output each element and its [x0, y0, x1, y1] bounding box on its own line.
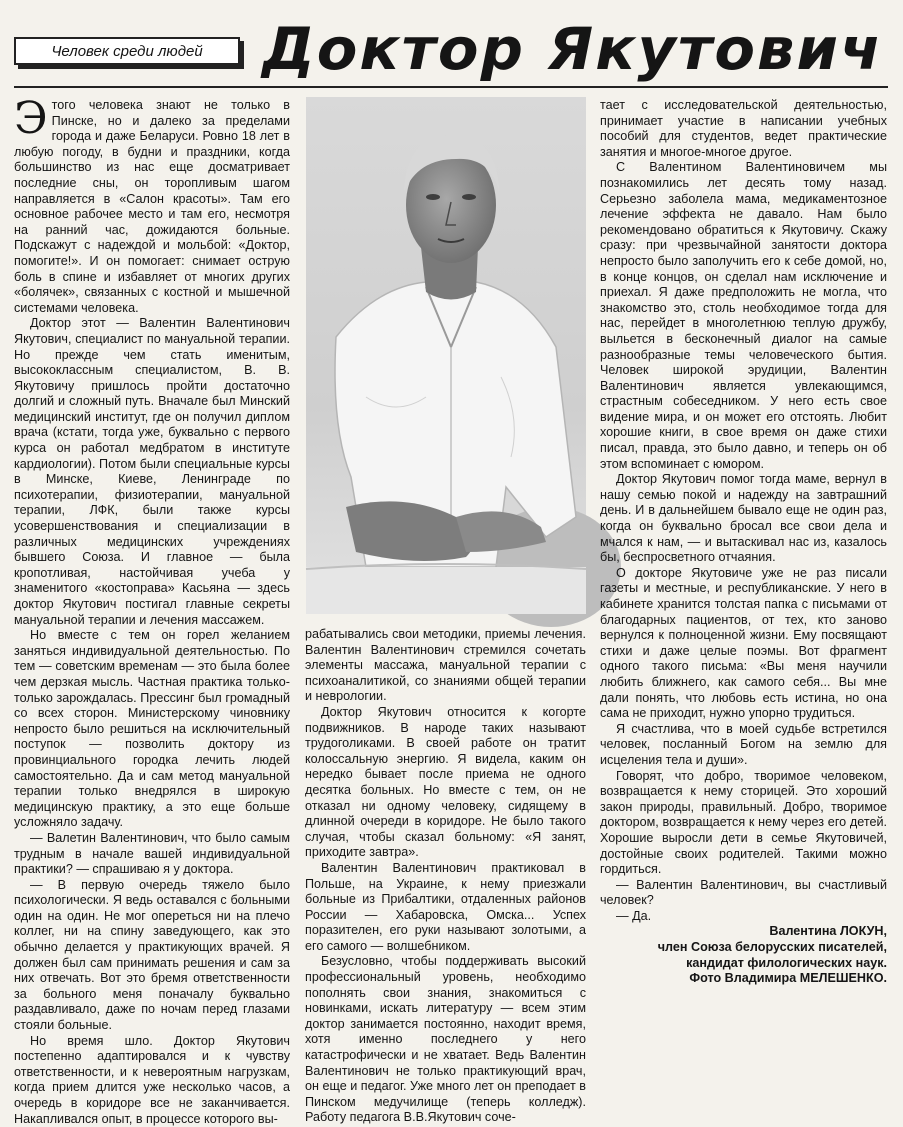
paragraph: тает с исследовательской деятельностью, принимает участие в написании учебных пособий для студентов, ведет практические занятия и многое-многое другое. — [600, 98, 887, 159]
article-headline: Доктор Якутович — [262, 15, 883, 83]
author-role: член Союза белорусских писателей, — [657, 940, 887, 955]
article-column-3 — [600, 98, 887, 1092]
paragraph: Доктор Якутович относится к когорте подвижников. В народе таких называют трудоголиками. В своей работе он тратит колоссальную энергию. Я видела, каким он нередко бывает после приема не одного десятка больных. Но вместе с тем, он не отказал ни одному человеку, сидящему в длинной очереди в коридоре. Не было такого случая, чтобы сказал больному: «Я занят, приходите завтра». — [305, 704, 586, 860]
author-degree: кандидат филологических наук. — [686, 955, 887, 970]
paragraph: рабатывались свои методики, приемы лечения. Валентин Валентинович стремился сочетать элементы массажа, мануальной терапии с психоаналитикой, со знаниями общей терапии и неврологии. — [305, 627, 586, 704]
drop-cap: Э — [14, 93, 48, 144]
doctor-portrait-photo — [306, 97, 586, 614]
paragraph: Безусловно, чтобы поддерживать высокий профессиональный уровень, необходимо пополнять свои знания, знакомиться с новинками, искать литературу — всем этим доктор занимается постоянно, находит время, хотя именно последнего у него катастрофически и не хватает. Ведь Валентин Валентинович не только практикующий врач, он еще и педагог. Уже много лет он преподает в Пинском медучилище (теперь колледж). Работу педагога В.В.Якутович соче- — [305, 954, 586, 1125]
paragraph: С Валентином Валентиновичем мы познакомились лет десять тому назад. Серьезно заболела мама, медикаментозное лечение эффекта не давало. Нам было рекомендовано обратиться к Якутовичу. Скажу сразу: при чрезвычайной занятости доктора непросто было заполучить его к себе домой, но, в конце концов, он сделал нам исключение и приехал. Я даже предположить не могла, что знакомство это, столь необходимое тогда для нас, перейдет в многолетнюю теплую дружбу, выльется в бесконечный диалог на самые разнообразные темы человеческого бытия. Человек широкой эрудиции, Валентин Валентинович является увлекающимся, страстным собеседником. У него есть свое видение мира, и он может его отстоять. Любит хорошие книги, в свое время он даже стихи писал, правда, это было давно, и теперь он об этом вспоминает с юмором. — [600, 160, 887, 471]
portrait-illustration — [306, 97, 586, 614]
paragraph: Я счастлива, что в моей судьбе встретился человек, посланный Богом на землю для исцеления тела и души». — [600, 721, 887, 767]
paragraph: Но вместе с тем он горел желанием заняться индивидуальной деятельностью. По тем — советским временам — это была более чем дерзкая мысль. Частная практика только-только зарождалась. Прессинг был громадный со всех сторон. Министерскому чиновнику непросто было решиться на исключительный поступок — позволить доктору из провинциального городка лечить людей самостоятельно. Да и сам метод мануальной терапии только внедрялся в широкую медицинскую практику, а это еще больше усложняло задачу. — [14, 628, 290, 830]
paragraph: — Валетин Валентинович, что было самым трудным в начале вашей индивидуальной практики? — спрашиваю я у доктора. — [14, 830, 290, 877]
rubric-label: Человек среди людей — [14, 37, 240, 65]
article-column-2 — [305, 627, 586, 1125]
paragraph: Говорят, что добро, творимое человеком, возвращается к нему сторицей. Это хороший закон природы, правильный. Добро, творимое доктором, возвращается к нему через его детей. Хорошие выросли дети в семье Якутовичей, достойные своих родителей. Такими можно гордиться. — [600, 768, 887, 877]
paragraph-intro: Этого человека знают не только в Пинске, но и далеко за пределами города и даже Беларуси. Ровно 18 лет в любую погоду, в будни и праздники, когда большинство из нас еще досматривает последние сны, он торопливым шагом направляется в «Салон красоты». Там его основное рабочее место и там его, несмотря на ранний час, дожидаются больные. Подскажут с надеждой и мольбой: «Доктор, помогите!». И он помогает: снимает острую боль в спине и избавляет от многих других «болячек», связанных с костной и мышечной системами человека. — [14, 93, 290, 315]
paragraph: — Да. — [616, 908, 652, 923]
header-divider — [14, 86, 888, 88]
article-column-1 — [14, 93, 290, 1126]
paragraph: Доктор Якутович помог тогда маме, вернул в нашу семью покой и надежду на завтрашний день. И в дальнейшем бывало еще не один раз, когда он буквально бросал все свои дела и мчался к нам, — и вытаскивал нас из, казалось бы, беспросветного отчаяния. — [600, 472, 887, 565]
author-name: Валентина ЛОКУН, — [769, 924, 887, 939]
paragraph: — В первую очередь тяжело было психологически. Я ведь оставался с больными один на один. Не мог опереться ни на плечо коллег, ни на спину заведующего, как это обычно делается у практикующих врачей. Я должен был сам принимать решения и сам за них отвечать. Вот это бремя ответственности за больного меня поначалу буквально раздавливало, даже по ночам перед глазами стояли больные. — [14, 877, 290, 1033]
photo-credit: Фото Владимира МЕЛЕШЕНКО. — [689, 971, 887, 986]
paragraph: О докторе Якутовиче уже не раз писали газеты и местные, и республиканские. У него в кабинете хранится толстая папка с письмами от благодарных пациентов, от тех, кто заново вернулся к полноценной жизни. Ему посвящают стихи и даже целые поэмы. Вот фрагмент одного такого письма: «Вы меня научили любить ближнего, как самого себя... Вы мне дали понять, что любовь есть истина, но она сама не приходит, нужно упорно трудиться. — [600, 565, 887, 721]
paragraph: Но время шло. Доктор Якутович постепенно адаптировался и к чувству ответственности, и к невероятным нагрузкам, когда прием длится уже несколько часов, а очередь в коридоре все не заканчивается. Накапливался опыт, в процессе которого вы- — [14, 1033, 290, 1126]
paragraph: Валентин Валентинович практиковал в Польше, на Украине, к нему приезжали больные из Прибалтики, отдаленных районов России — Хабаровска, Омска... Успех поразителен, его руки называют золотыми, а его самого — волшебником. — [305, 860, 586, 953]
paragraph: Доктор этот — Валентин Валентинович Якутович, специалист по мануальной терапии. Но прежде чем стать именитым, высококлассным специалистом, В. В. Якутовичу пришлось пройти достаточно долгий и сложный путь. Вначале был Минский медицинский институт, где он получил диплом врача (кстати, тогда уже, буквально с первого курса он работал медбратом в институте кардиологии). Потом были специальные курсы в Минске, Киеве, Ленинграде по психотерапии, физиотерапии, мануальной терапии, ЛФК, были также курсы усовершенствования и специализации в различных медицинских учреждениях бывшего Союза. И главное — была кропотливая, настойчивая учеба у знаменитого «костоправа» Касьяна — здесь доктор Якутович постигал главные секреты мануальной терапии и лечения массажем. — [14, 316, 290, 627]
paragraph: — Валентин Валентинович, вы счастливый человек? — [600, 877, 887, 908]
